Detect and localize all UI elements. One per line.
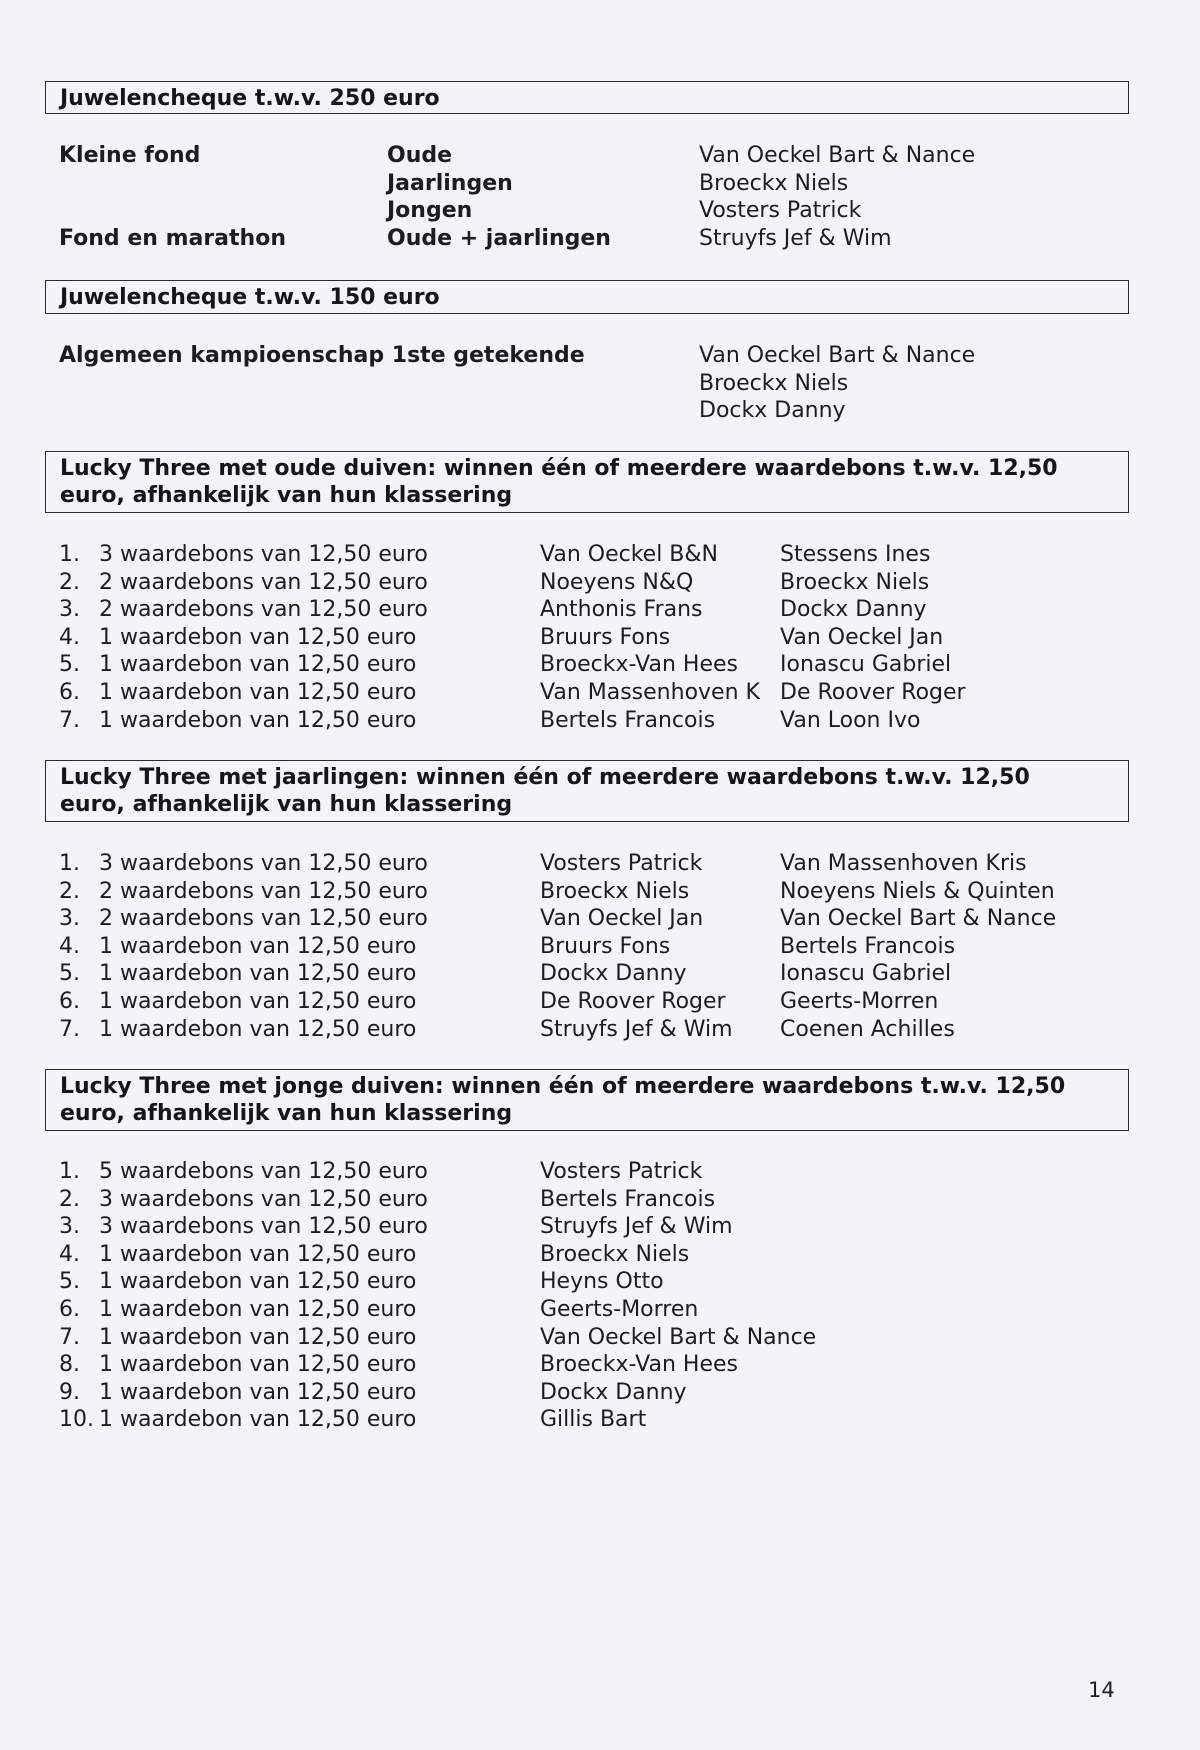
section4-title-line2: euro, afhankelijk van hun klassering — [60, 792, 513, 817]
winner-1: Dockx Danny — [540, 961, 687, 987]
prize-cell — [59, 1379, 416, 1407]
prize-cell — [59, 541, 428, 569]
winner-1: Van Oeckel Bart & Nance — [540, 1324, 817, 1350]
section1-cat-3: Fond en marathon — [59, 226, 286, 251]
prize-text: 1 waardebon van 12,50 euro — [99, 961, 417, 987]
prize-cell — [59, 569, 428, 597]
prize-cell — [59, 1406, 416, 1434]
rank-number: 1. — [59, 542, 80, 567]
winner-1: Noeyens N&Q — [540, 569, 694, 595]
rank-number: 3. — [59, 597, 80, 623]
section2-winner-0: Van Oeckel Bart & Nance — [699, 343, 976, 368]
rank-number: 10. — [59, 1407, 94, 1433]
winner-1: Bruurs Fons — [540, 933, 671, 959]
prize-text: 2 waardebons van 12,50 euro — [99, 878, 428, 904]
section1-sub-3: Oude + jaarlingen — [387, 226, 611, 251]
winner-2: De Roover Roger — [780, 680, 966, 705]
winner-1: Geerts-Morren — [540, 1297, 699, 1322]
rank-number: 2. — [59, 1186, 80, 1212]
prize-text: 5 waardebons van 12,50 euro — [99, 1159, 428, 1184]
prize-cell — [59, 707, 416, 735]
rank-number: 1. — [59, 851, 80, 876]
prize-text: 1 waardebon van 12,50 euro — [99, 1016, 417, 1042]
winner-1: Bertels Francois — [540, 1186, 716, 1212]
prize-text: 1 waardebon van 12,50 euro — [99, 707, 417, 733]
rank-number: 5. — [59, 961, 80, 987]
prize-text: 1 waardebon van 12,50 euro — [99, 680, 417, 705]
prize-text: 1 waardebon van 12,50 euro — [99, 1324, 417, 1350]
section3-header — [45, 451, 1129, 513]
section2-category: Algemeen kampioenschap 1ste getekende — [59, 343, 585, 368]
section1-winner-1: Broeckx Niels — [699, 171, 849, 196]
section1-winner-0: Van Oeckel Bart & Nance — [699, 143, 976, 168]
winner-1: Broeckx Niels — [540, 1241, 690, 1267]
section5-header — [45, 1069, 1129, 1131]
section4-title-line1: Lucky Three met jaarlingen: winnen één of meerdere waardebons t.w.v. 12,50 — [60, 765, 1030, 790]
section1-sub-1: Jaarlingen — [387, 171, 513, 196]
rank-number: 9. — [59, 1379, 80, 1405]
winner-2: Ionascu Gabriel — [780, 961, 952, 987]
prize-text: 2 waardebons van 12,50 euro — [99, 906, 428, 932]
rank-number: 7. — [59, 707, 80, 733]
rank-number: 5. — [59, 652, 80, 678]
section3-title-line2: euro, afhankelijk van hun klassering — [60, 483, 513, 508]
section3-title-line1: Lucky Three met oude duiven: winnen één of meerdere waardebons t.w.v. 12,50 — [60, 456, 1058, 481]
winner-1: Struyfs Jef & Wim — [540, 1016, 733, 1042]
prize-cell — [59, 1241, 416, 1269]
winner-1: Broeckx Niels — [540, 878, 690, 904]
prize-cell — [59, 651, 416, 679]
rank-number: 5. — [59, 1269, 80, 1295]
prize-cell — [59, 1158, 428, 1186]
prize-text: 2 waardebons van 12,50 euro — [99, 597, 428, 623]
section5-title-line1: Lucky Three met jonge duiven: winnen één of meerdere waardebons t.w.v. 12,50 — [60, 1074, 1066, 1099]
prize-cell — [59, 1016, 416, 1044]
rank-number: 4. — [59, 1241, 80, 1267]
winner-1: Anthonis Frans — [540, 597, 703, 623]
rank-number: 7. — [59, 1016, 80, 1042]
section2-header — [45, 280, 1129, 314]
prize-text: 2 waardebons van 12,50 euro — [99, 569, 428, 595]
rank-number: 3. — [59, 1214, 80, 1240]
winner-2: Van Loon Ivo — [780, 707, 921, 733]
prize-text: 3 waardebons van 12,50 euro — [99, 1214, 428, 1240]
winner-1: Broeckx-Van Hees — [540, 1352, 738, 1378]
winner-2: Van Massenhoven Kris — [780, 851, 1027, 876]
winner-2: Stessens Ines — [780, 542, 931, 567]
winner-1: De Roover Roger — [540, 989, 726, 1014]
prize-cell — [59, 624, 416, 652]
winner-2: Coenen Achilles — [780, 1016, 955, 1042]
rank-number: 4. — [59, 624, 80, 650]
rank-number: 3. — [59, 906, 80, 932]
section1-header — [45, 81, 1129, 114]
prize-text: 1 waardebon van 12,50 euro — [99, 1407, 417, 1433]
winner-1: Van Oeckel B&N — [540, 542, 719, 567]
section1-title: Juwelencheque t.w.v. 250 euro — [60, 86, 440, 111]
prize-text: 3 waardebons van 12,50 euro — [99, 542, 428, 567]
winner-1: Broeckx-Van Hees — [540, 652, 738, 678]
rank-number: 2. — [59, 569, 80, 595]
winner-1: Van Massenhoven K — [540, 680, 760, 705]
winner-2: Broeckx Niels — [780, 569, 930, 595]
winner-2: Van Oeckel Jan — [780, 624, 944, 650]
prize-cell — [59, 679, 416, 707]
prize-text: 1 waardebon van 12,50 euro — [99, 1269, 417, 1295]
prize-cell — [59, 1186, 428, 1214]
prize-cell — [59, 878, 428, 906]
prize-text: 1 waardebon van 12,50 euro — [99, 1379, 417, 1405]
section1-sub-0: Oude — [387, 143, 453, 168]
prize-cell — [59, 1351, 416, 1379]
winner-2: Noeyens Niels & Quinten — [780, 878, 1055, 904]
section2-winner-2: Dockx Danny — [699, 398, 846, 423]
winner-1: Vosters Patrick — [540, 851, 703, 876]
prize-cell — [59, 988, 416, 1016]
rank-number: 4. — [59, 933, 80, 959]
prize-text: 1 waardebon van 12,50 euro — [99, 933, 417, 959]
winner-2: Van Oeckel Bart & Nance — [780, 906, 1057, 932]
section1-winner-3: Struyfs Jef & Wim — [699, 226, 892, 251]
winner-1: Bertels Francois — [540, 707, 716, 733]
rank-number: 6. — [59, 680, 80, 705]
winner-1: Dockx Danny — [540, 1379, 687, 1405]
prize-text: 3 waardebons van 12,50 euro — [99, 1186, 428, 1212]
rank-number: 1. — [59, 1159, 80, 1184]
prize-cell — [59, 905, 428, 933]
prize-cell — [59, 1213, 428, 1241]
rank-number: 6. — [59, 1297, 80, 1322]
winner-2: Ionascu Gabriel — [780, 652, 952, 678]
rank-number: 7. — [59, 1324, 80, 1350]
winner-1: Gillis Bart — [540, 1407, 647, 1433]
prize-cell — [59, 596, 428, 624]
winner-1: Vosters Patrick — [540, 1159, 703, 1184]
prize-text: 1 waardebon van 12,50 euro — [99, 652, 417, 678]
prize-cell — [59, 933, 416, 961]
prize-text: 1 waardebon van 12,50 euro — [99, 1241, 417, 1267]
prize-cell — [59, 1268, 416, 1296]
winner-1: Heyns Otto — [540, 1269, 664, 1295]
winner-2: Geerts-Morren — [780, 989, 939, 1014]
section2-winner-1: Broeckx Niels — [699, 371, 849, 396]
prize-cell — [59, 960, 416, 988]
section1-sub-2: Jongen — [387, 198, 473, 223]
prize-text: 3 waardebons van 12,50 euro — [99, 851, 428, 876]
page-number: 14 — [1088, 1678, 1115, 1702]
prize-text: 1 waardebon van 12,50 euro — [99, 1297, 417, 1322]
winner-1: Struyfs Jef & Wim — [540, 1214, 733, 1240]
prize-cell — [59, 1296, 416, 1324]
winner-1: Van Oeckel Jan — [540, 906, 704, 932]
winner-1: Bruurs Fons — [540, 624, 671, 650]
prize-text: 1 waardebon van 12,50 euro — [99, 989, 417, 1014]
winner-2: Bertels Francois — [780, 933, 956, 959]
prize-text: 1 waardebon van 12,50 euro — [99, 624, 417, 650]
rank-number: 8. — [59, 1352, 80, 1378]
rank-number: 2. — [59, 878, 80, 904]
section1-cat-0: Kleine fond — [59, 143, 201, 168]
prize-cell — [59, 850, 428, 878]
section5-title-line2: euro, afhankelijk van hun klassering — [60, 1101, 513, 1126]
rank-number: 6. — [59, 989, 80, 1014]
section2-title: Juwelencheque t.w.v. 150 euro — [60, 285, 440, 310]
winner-2: Dockx Danny — [780, 597, 927, 623]
prize-cell — [59, 1324, 416, 1352]
prize-text: 1 waardebon van 12,50 euro — [99, 1352, 417, 1378]
section4-header — [45, 760, 1129, 822]
section1-winner-2: Vosters Patrick — [699, 198, 862, 223]
